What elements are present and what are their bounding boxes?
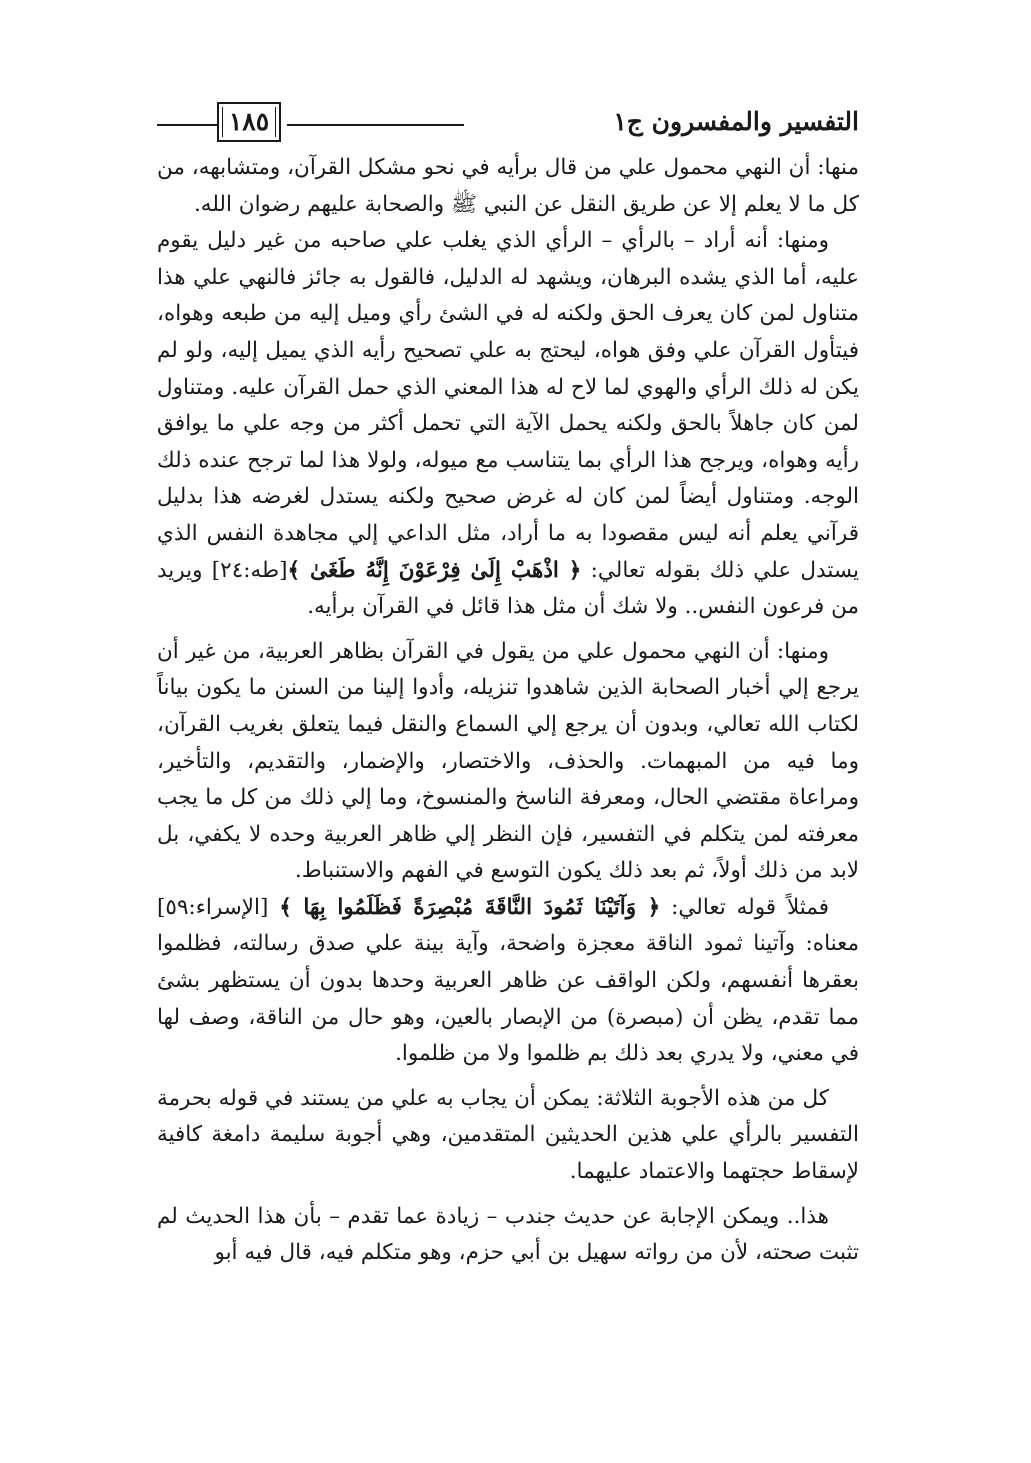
- quran-verse: ﴿ اذْهَبْ إِلَىٰ فِرْعَوْنَ إِنَّهُ طَغَىٰ ﴾: [287, 557, 582, 583]
- paragraph-text: منها: أن النهي محمول علي من قال برأيه في نحو مشكل القرآن، ومتشابهه، من كل ما لا يعلم إلا عن طريق النقل عن النبي ﷺ والصحابة عليهم رضوان الله.: [157, 155, 859, 217]
- paragraph-text: [طه:٢٤] ويريد من فرعون النفس.. ولا شك أن مثل هذا قائل في القرآن برأيه.: [157, 557, 859, 620]
- paragraph: [157, 150, 859, 223]
- paragraph: [157, 1199, 859, 1272]
- paragraph: [157, 634, 859, 890]
- paragraph: [157, 223, 859, 626]
- header-rule-long: [287, 124, 464, 126]
- page-number: ١٨٥: [217, 102, 281, 142]
- paragraph-text: ومنها: أنه أراد – بالرأي – الرأي الذي يغلب علي صاحبه من غير دليل يقوم عليه، أما الذي يشده البرهان، ويشهد له الدليل، فالقول به جائز فالنهي علي هذا متناول لمن كان يعرف الحق ولكنه له في الشئ رأي وميل إليه من طبعه وهواه، فيتأول القرآن علي وفق هواه، ليحتج به علي تصحيح رأيه الذي يميل إليه، ولو لم يكن له ذلك الرأي والهوي لما لاح له هذا المعني الذي حمل القرآن عليه. ومتناول لمن كان جاهلاً بالحق ولكنه يحمل الآية التي تحمل أكثر من وجه علي ما يوافق رأيه وهواه، ويرجح هذا الرأي بما يتناسب مع ميوله، ولولا هذا لما ترجح عنده ذلك الوجه. ومتناول أيضاً لمن كان له غرض صحيح ولكنه يستدل لغرضه هذا بدليل قرآني يعلم أنه ليس مقصودا به ما أراد، مثل الداعي إلي مجاهدة النفس الذي يستدل علي ذلك بقوله تعالي:: [157, 228, 859, 583]
- quran-verse: ﴿ وَآتَيْنَا ثَمُودَ النَّاقَةَ مُبْصِرَةً فَظَلَمُوا بِهَا ﴾: [279, 894, 661, 920]
- header-rule-short: [157, 124, 217, 126]
- paragraph-text: ومنها: أن النهي محمول علي من يقول في القرآن بظاهر العربية، من غير أن يرجع إلي أخبار الصحابة الذين شاهدوا تنزيله، وأدوا إلينا من السنن ما يكون بياناً لكتاب الله تعالي، وبدون أن يرجع إلي السماع والنقل فيما يتعلق بغريب القرآن، وما فيه من المبهمات. والحذف، والاختصار، والإضمار، والتقديم، والتأخير، ومراعاة مقتضي الحال، ومعرفة الناسخ والمنسوخ، وما إلي ذلك من كل ما يجب معرفته لمن يتكلم في التفسير، فإن النظر إلي ظاهر العربية وحده لا يكفي، بل لابد من ذلك أولاً، ثم بعد ذلك يكون التوسع في الفهم والاستنباط.: [157, 638, 859, 884]
- paragraph-text: [الإسراء:٥٩] معناه: وآتينا ثمود الناقة معجزة واضحة، وآية بينة علي صدق رسالته، فظلموا بعقرها أنفسهم، ولكن الواقف عن ظاهر العربية وحدها بدون أن يستظهر بشئ مما تقدم، يظن أن (مبصرة) من الإبصار بالعين، وهو حال من الناقة، وصف لها في معني، ولا يدري بعد ذلك بم ظلموا ولا من ظلموا.: [157, 894, 859, 1067]
- paragraph-text: هذا.. ويمكن الإجابة عن حديث جندب – زيادة عما تقدم – بأن هذا الحديث لم تثبت صحته، لأن من رواته سهيل بن أبي حزم، وهو متكلم فيه، قال فيه أبو: [157, 1203, 859, 1266]
- paragraph-text: فمثلاً قوله تعالي:: [660, 894, 829, 920]
- paragraph: [157, 890, 859, 1073]
- page-header: [157, 98, 859, 152]
- paragraph-text: كل من هذه الأجوبة الثلاثة: يمكن أن يجاب به علي من يستند في قوله بحرمة التفسير بالرأي علي هذين الحديثين المتقدمين، وهي أجوبة سليمة دامغة كافية لإسقاط حجتهما والاعتماد عليهما.: [157, 1085, 859, 1185]
- page-body: [157, 150, 859, 1272]
- running-title: التفسير والمفسرون ج١: [613, 107, 859, 136]
- paragraph: [157, 1081, 859, 1191]
